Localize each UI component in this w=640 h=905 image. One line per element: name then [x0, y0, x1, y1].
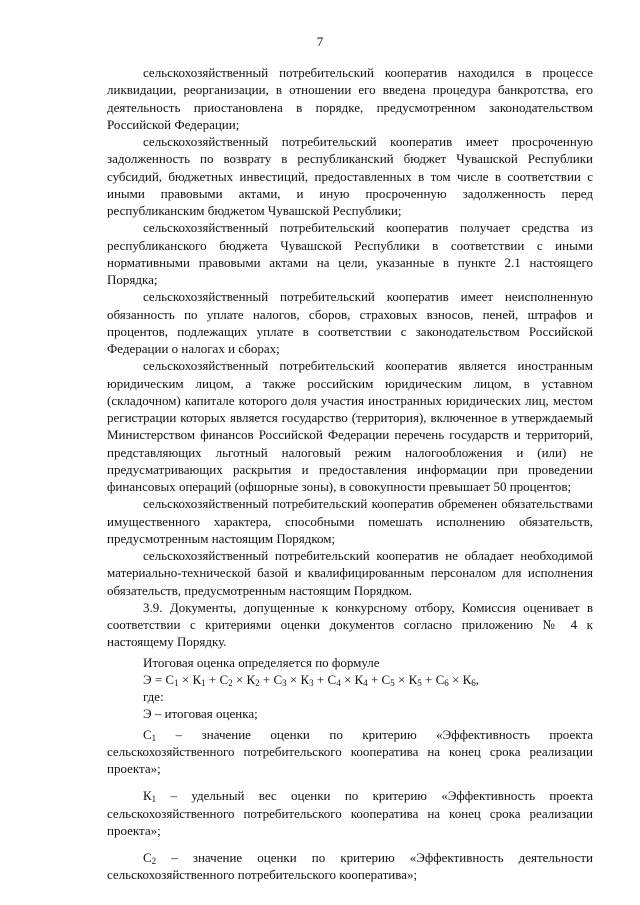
formula-term: $С_2 \times К_2$	[219, 671, 260, 688]
definition-k1: $К_1$ – удельный вес оценки по критерию «Эффективность проекта сельскохозяйственного потребительского кооператива на конец срока реализации проекта»;	[107, 788, 593, 838]
paragraph-tax-obligations: сельскохозяйственный потребительский кооператив имеет неисполненную обязанность по уплате налогов, сборов, страховых взносов, пеней, штрафов и процентов, подлежащих уплате в соответствии с законодательством Российской Федерации о налогах и сборах;	[107, 289, 593, 356]
formula-term: $С_1 \times К_1$	[165, 671, 206, 688]
paragraph-3-9: 3.9. Документы, допущенные к конкурсному отбору, Комиссия оценивает в соответствии с критериями оценки документов согласно приложению № 4 к настоящему Порядку.	[107, 599, 593, 650]
document-body	[107, 64, 593, 884]
paragraph-other-funds: сельскохозяйственный потребительский кооператив получает средства из республиканского бюджета Чувашской Республики в соответствии с иными нормативными правовыми актами на цели, указанные в пункте 2.1 настоящего Порядка;	[107, 220, 593, 287]
formula-term: $С_3 \times К_3$	[273, 671, 314, 688]
scoring-formula: $Э = С_1 \times К_1 + С_2 \times К_2 + С_3 \times К_3 + С_4 \times К_4 + С_5 \times К_5 + С_6 \times К_6$,	[143, 671, 480, 688]
paragraph-encumbrance: сельскохозяйственный потребительский кооператив обременен обязательствами имущественного характера, способными помешать исполнению обязательств, предусмотренным настоящим Порядком;	[107, 496, 593, 546]
paragraph-liquidation: сельскохозяйственный потребительский кооператив находился в процессе ликвидации, реорганизации, в отношении его введена процедура банкротства, его деятельность приостановлена в порядке, предусмотренном законодательством Российской Федерации;	[107, 65, 593, 132]
paragraph-resources: сельскохозяйственный потребительский кооператив не обладает необходимой материально-технической базой и квалифицированным персоналом для исполнения обязательств, предусмотренным настоящим Порядком.	[107, 548, 593, 598]
page-number: 7	[316, 34, 324, 49]
paragraph-overdue-debt: сельскохозяйственный потребительский кооператив имеет просроченную задолженность по возврату в республиканский бюджет Чувашской Республики субсидий, бюджетных инвестиций, предоставленных в том числе в соответствии с иными правовыми актами, и иную просроченную задолженность перед республиканским бюджетом Чувашской Республики;	[107, 134, 593, 218]
definition-c2: $С_2$ – значение оценки по критерию «Эффективность деятельности сельскохозяйственного потребительского кооператива»;	[107, 850, 593, 883]
where-label: где:	[143, 689, 164, 704]
definition-c1: $С_1$ – значение оценки по критерию «Эффективность проекта сельскохозяйственного потребительского кооператива на конец срока реализации проекта»;	[107, 726, 593, 776]
definition-total-score: Э – итоговая оценка;	[143, 706, 258, 722]
paragraph-formula-intro: Итоговая оценка определяется по формуле	[143, 654, 380, 670]
formula-term: $С_4 \times К_4$	[327, 671, 368, 688]
formula-term: $С_6 \times К_6$	[435, 671, 476, 688]
formula-term: $С_5 \times К_5$	[381, 671, 422, 688]
formula-lhs: Э =	[143, 671, 166, 687]
paragraph-foreign-entity: сельскохозяйственный потребительский кооператив является иностранным юридическим лицом, а также российским юридическим лицом, в уставном (складочном) капитале которого доля участия иностранных юридических лиц, местом регистрации которых является государство (территория), включенное в утверждаемый Министерством финансов Российской Федерации перечень государств и территорий, представляющих льготный налоговый режим налогообложения и (или) не предусматривающих раскрытия и предоставления информации при проведении финансовых операций (офшорные зоны), в совокупности превышает 50 процентов;	[107, 358, 593, 494]
